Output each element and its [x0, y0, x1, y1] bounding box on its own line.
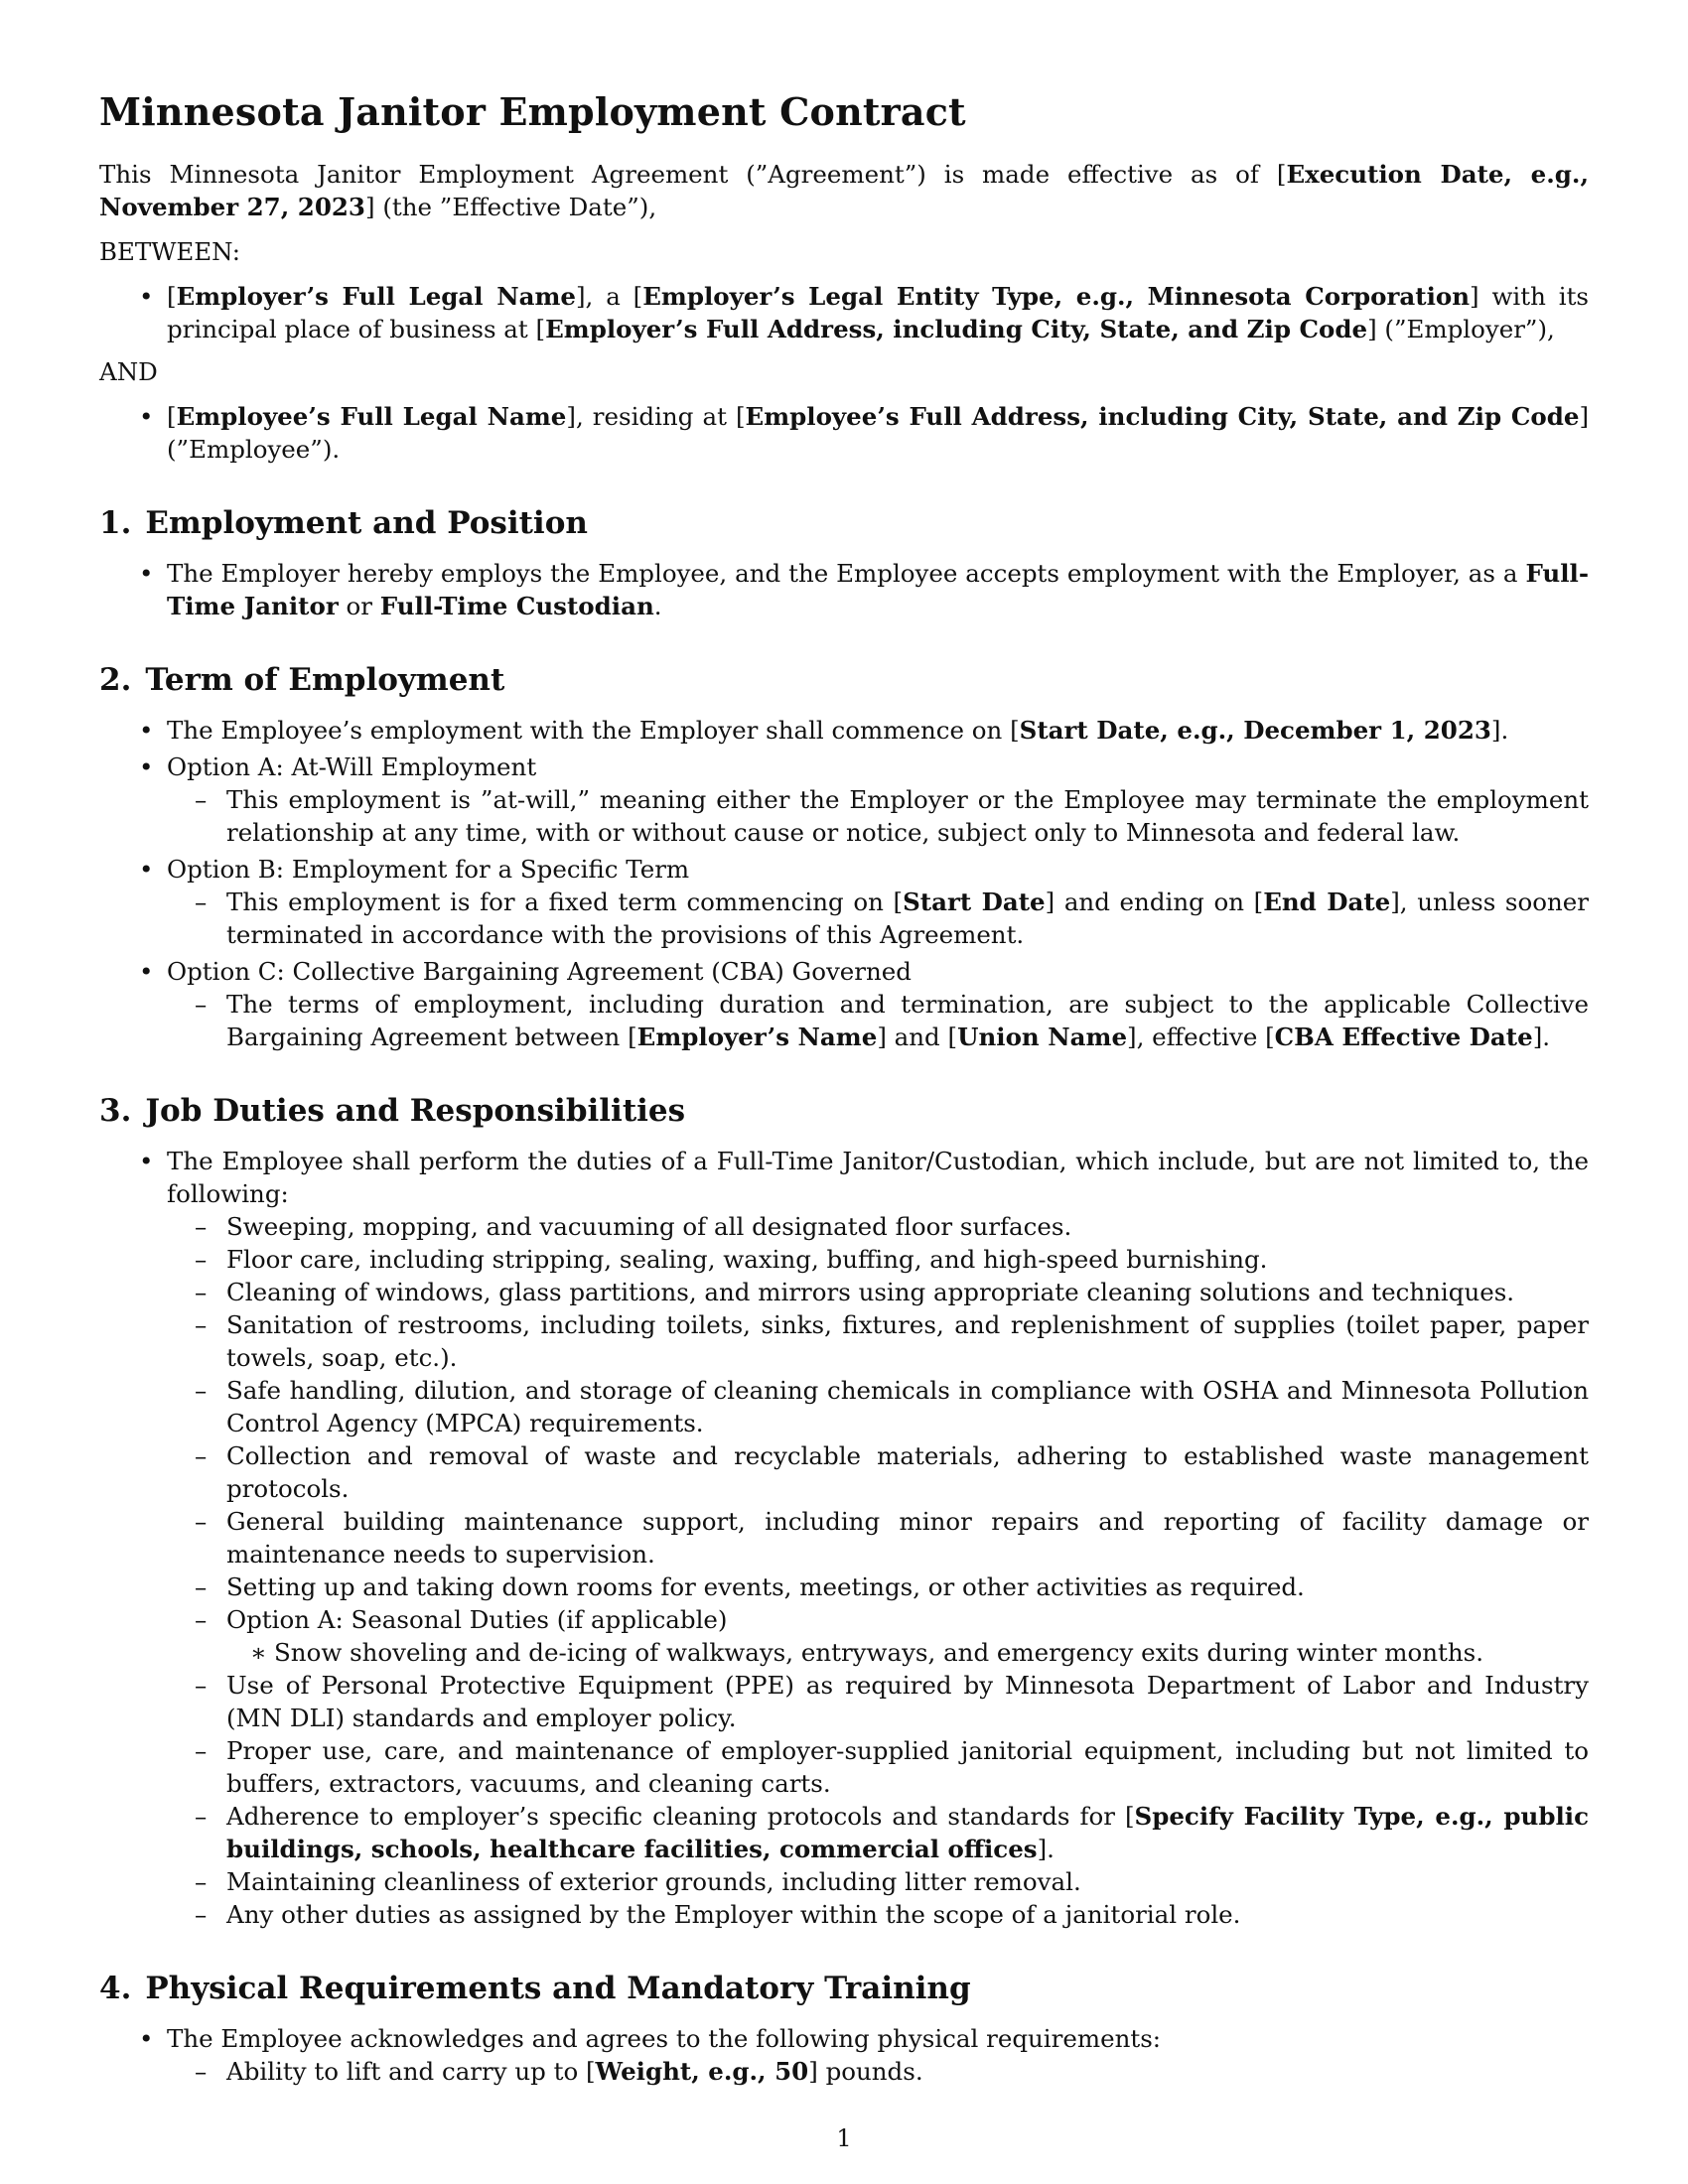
duty-item: – Option A: Seasonal Duties (if applicable) ∗ Snow shoveling and de-icing of walkways, entryways, and emergency exits during winter months.: [165, 1603, 1589, 1669]
placeholder-employee-name: Employee’s Full Legal Name: [176, 402, 567, 431]
placeholder-entity-type: Employer’s Legal Entity Type, e.g., Minnesota Corporation: [642, 282, 1471, 311]
document-page: [99, 79, 1589, 2092]
list-item: • The Employee acknowledges and agrees to the following physical requirements: – Ability to lift and carry up to [Weight, e.g., 50] pounds.: [99, 2022, 1589, 2088]
section-3-heading: 3. Job Duties and Responsibilities: [99, 1093, 686, 1129]
section-3-list: [99, 1145, 1589, 1931]
duty-item: – Cleaning of windows, glass partitions, and mirrors using appropriate cleaning solutions and techniques.: [165, 1276, 1589, 1308]
employer-party-list: [99, 280, 1589, 345]
duty-item: – Floor care, including stripping, sealing, waxing, buffing, and high-speed burnishing.: [165, 1243, 1589, 1276]
list-item: – This employment is ”at-will,” meaning either the Employer or the Employee may terminate the employment relationship at any time, with or without cause or notice, subject only to Minnesota and federal law.: [165, 783, 1589, 849]
and-label: AND: [99, 357, 158, 386]
intro-paragraph: This Minnesota Janitor Employment Agreement (”Agreement”) is made effective as of [Execution Date, e.g., November 27, 2023] (the ”Effective Date”),: [99, 160, 1589, 221]
section-4-list: [99, 2022, 1589, 2088]
list-item: – The terms of employment, including duration and termination, are subject to the applicable Collective Bargaining Agreement between [Employer’s Name] and [Union Name], effective [CBA Effective Date].: [165, 988, 1589, 1053]
employee-party-list: [99, 400, 1589, 466]
document-title: Minnesota Janitor Employment Contract: [99, 89, 966, 134]
placeholder-employer-name: Employer’s Full Legal Name: [176, 282, 576, 311]
placeholder-employee-address: Employee’s Full Address, including City, State, and Zip Code: [745, 402, 1580, 431]
placeholder-employer-address: Employer’s Full Address, including City, State, and Zip Code: [545, 315, 1368, 343]
list-item: • Option B: Employment for a Specific Term – This employment is for a fixed term commencing on [Start Date] and ending on [End Date], unless sooner terminated in accordance with the provisions of this Agreement.: [99, 853, 1589, 951]
duty-item: – Proper use, care, and maintenance of employer-supplied janitorial equipment, including but not limited to buffers, extractors, vacuums, and cleaning carts.: [165, 1734, 1589, 1800]
page-number: 1: [836, 2124, 852, 2152]
section-2-heading: 2. Term of Employment: [99, 662, 505, 698]
duty-item: – Setting up and taking down rooms for events, meetings, or other activities as required.: [165, 1570, 1589, 1603]
duties-list: [165, 1210, 1589, 1931]
duty-item: – Use of Personal Protective Equipment (PPE) as required by Minnesota Department of Labor and Industry (MN DLI) standards and employer policy.: [165, 1669, 1589, 1734]
duty-item: – Sanitation of restrooms, including toilets, sinks, fixtures, and replenishment of supplies (toilet paper, paper towels, soap, etc.).: [165, 1308, 1589, 1374]
duty-item: – Sweeping, mopping, and vacuuming of all designated floor surfaces.: [165, 1210, 1589, 1243]
duty-item: – Adherence to employer’s specific cleaning protocols and standards for [Specify Facility Type, e.g., public buildings, schools, healthcare facilities, commercial offices].: [165, 1800, 1589, 1865]
list-item: • Option A: At-Will Employment – This employment is ”at-will,” meaning either the Employer or the Employee may terminate the employment relationship at any time, with or without cause or notice, subject only to Minnesota and federal law.: [99, 751, 1589, 849]
list-item: • The Employer hereby employs the Employee, and the Employee accepts employment with the Employer, as a Full-Time Janitor or Full-Time Custodian.: [99, 557, 1589, 622]
list-item: • The Employee’s employment with the Employer shall commence on [Start Date, e.g., December 1, 2023].: [99, 714, 1589, 747]
duty-item: – Collection and removal of waste and recyclable materials, adhering to established waste management protocols.: [165, 1439, 1589, 1505]
section-1-list: [99, 557, 1589, 622]
list-item: – Ability to lift and carry up to [Weight, e.g., 50] pounds.: [165, 2055, 1589, 2088]
section-2-list: [99, 714, 1589, 1053]
employer-party: • [Employer’s Full Legal Name], a [Employer’s Legal Entity Type, e.g., Minnesota Corporation] with its principal place of business at [Employer’s Full Address, including City, State, and Zip Code] (”Employer”),: [99, 280, 1589, 345]
list-item: • Option C: Collective Bargaining Agreement (CBA) Governed – The terms of employment, including duration and termination, are subject to the applicable Collective Bargaining Agreement between [Employer’s Name] and [Union Name], effective [CBA Effective Date].: [99, 955, 1589, 1053]
between-label: BETWEEN:: [99, 237, 240, 266]
duty-subitem: ∗ Snow shoveling and de-icing of walkways, entryways, and emergency exits during winter months.: [220, 1636, 1589, 1669]
duty-item: – Safe handling, dilution, and storage of cleaning chemicals in compliance with OSHA and Minnesota Pollution Control Agency (MPCA) requirements.: [165, 1374, 1589, 1439]
section-1-heading: 1. Employment and Position: [99, 505, 588, 541]
section-4-heading: 4. Physical Requirements and Mandatory Training: [99, 1971, 971, 2006]
placeholder-execution-date: Execution Date, e.g., November 27, 2023: [99, 160, 1589, 221]
list-item: • The Employee shall perform the duties of a Full-Time Janitor/Custodian, which include, but are not limited to, the following: – Sweeping, mopping, and vacuuming of all designated floor surfaces. – Floor care, including stripping, sealing, waxing, buffing, and high-speed burnishing. – Cleaning of windows, glass partitions, and mirrors using appropriate cleaning solutions and techniques. – Sanitation of restrooms, including toilets, sinks, fixtures, and replenishment of supplies (toilet paper, paper towels, soap, etc.). – Safe handling, dilution, and storage of cleaning chemicals in compliance with OSHA and Minnesota Pollution Control Agency (MPCA) requirements. – Collection and removal of waste and recyclable materials, adhering to established waste management protocols. – General building maintenance support, including minor repairs and reporting of facility damage or maintenance needs to supervision. – Setting up and taking down rooms for events, meetings, or other activities as required. – Option A: Seasonal Duties (if applicable) ∗ Snow shoveling and de-icing of walkways, entryways, and emergency exits during winter months. – Use of Personal Protective Equipment (PPE) as required by Minnesota Department of Labor and Industry (MN DLI) standards and employer policy. – Proper use, care, and maintenance of employer-supplied janitorial equipment, including but not limited to buffers, extractors, vacuums, and cleaning carts. – Adherence to employer’s specific cleaning protocols and standards for [Specify Facility Type, e.g., public buildings, schools, healthcare facilities, commercial offices]. – Maintaining cleanliness of exterior grounds, including litter removal. – Any other duties as assigned by the Employer within the scope of a janitorial role.: [99, 1145, 1589, 1931]
duty-item: – Maintaining cleanliness of exterior grounds, including litter removal.: [165, 1865, 1589, 1898]
duty-item: – General building maintenance support, including minor repairs and reporting of facility damage or maintenance needs to supervision.: [165, 1505, 1589, 1570]
list-item: – This employment is for a fixed term commencing on [Start Date] and ending on [End Date], unless sooner terminated in accordance with the provisions of this Agreement.: [165, 886, 1589, 951]
employee-party: • [Employee’s Full Legal Name], residing at [Employee’s Full Address, including City, State, and Zip Code] (”Employee”).: [99, 400, 1589, 466]
duty-item: – Any other duties as assigned by the Employer within the scope of a janitorial role.: [165, 1898, 1589, 1931]
